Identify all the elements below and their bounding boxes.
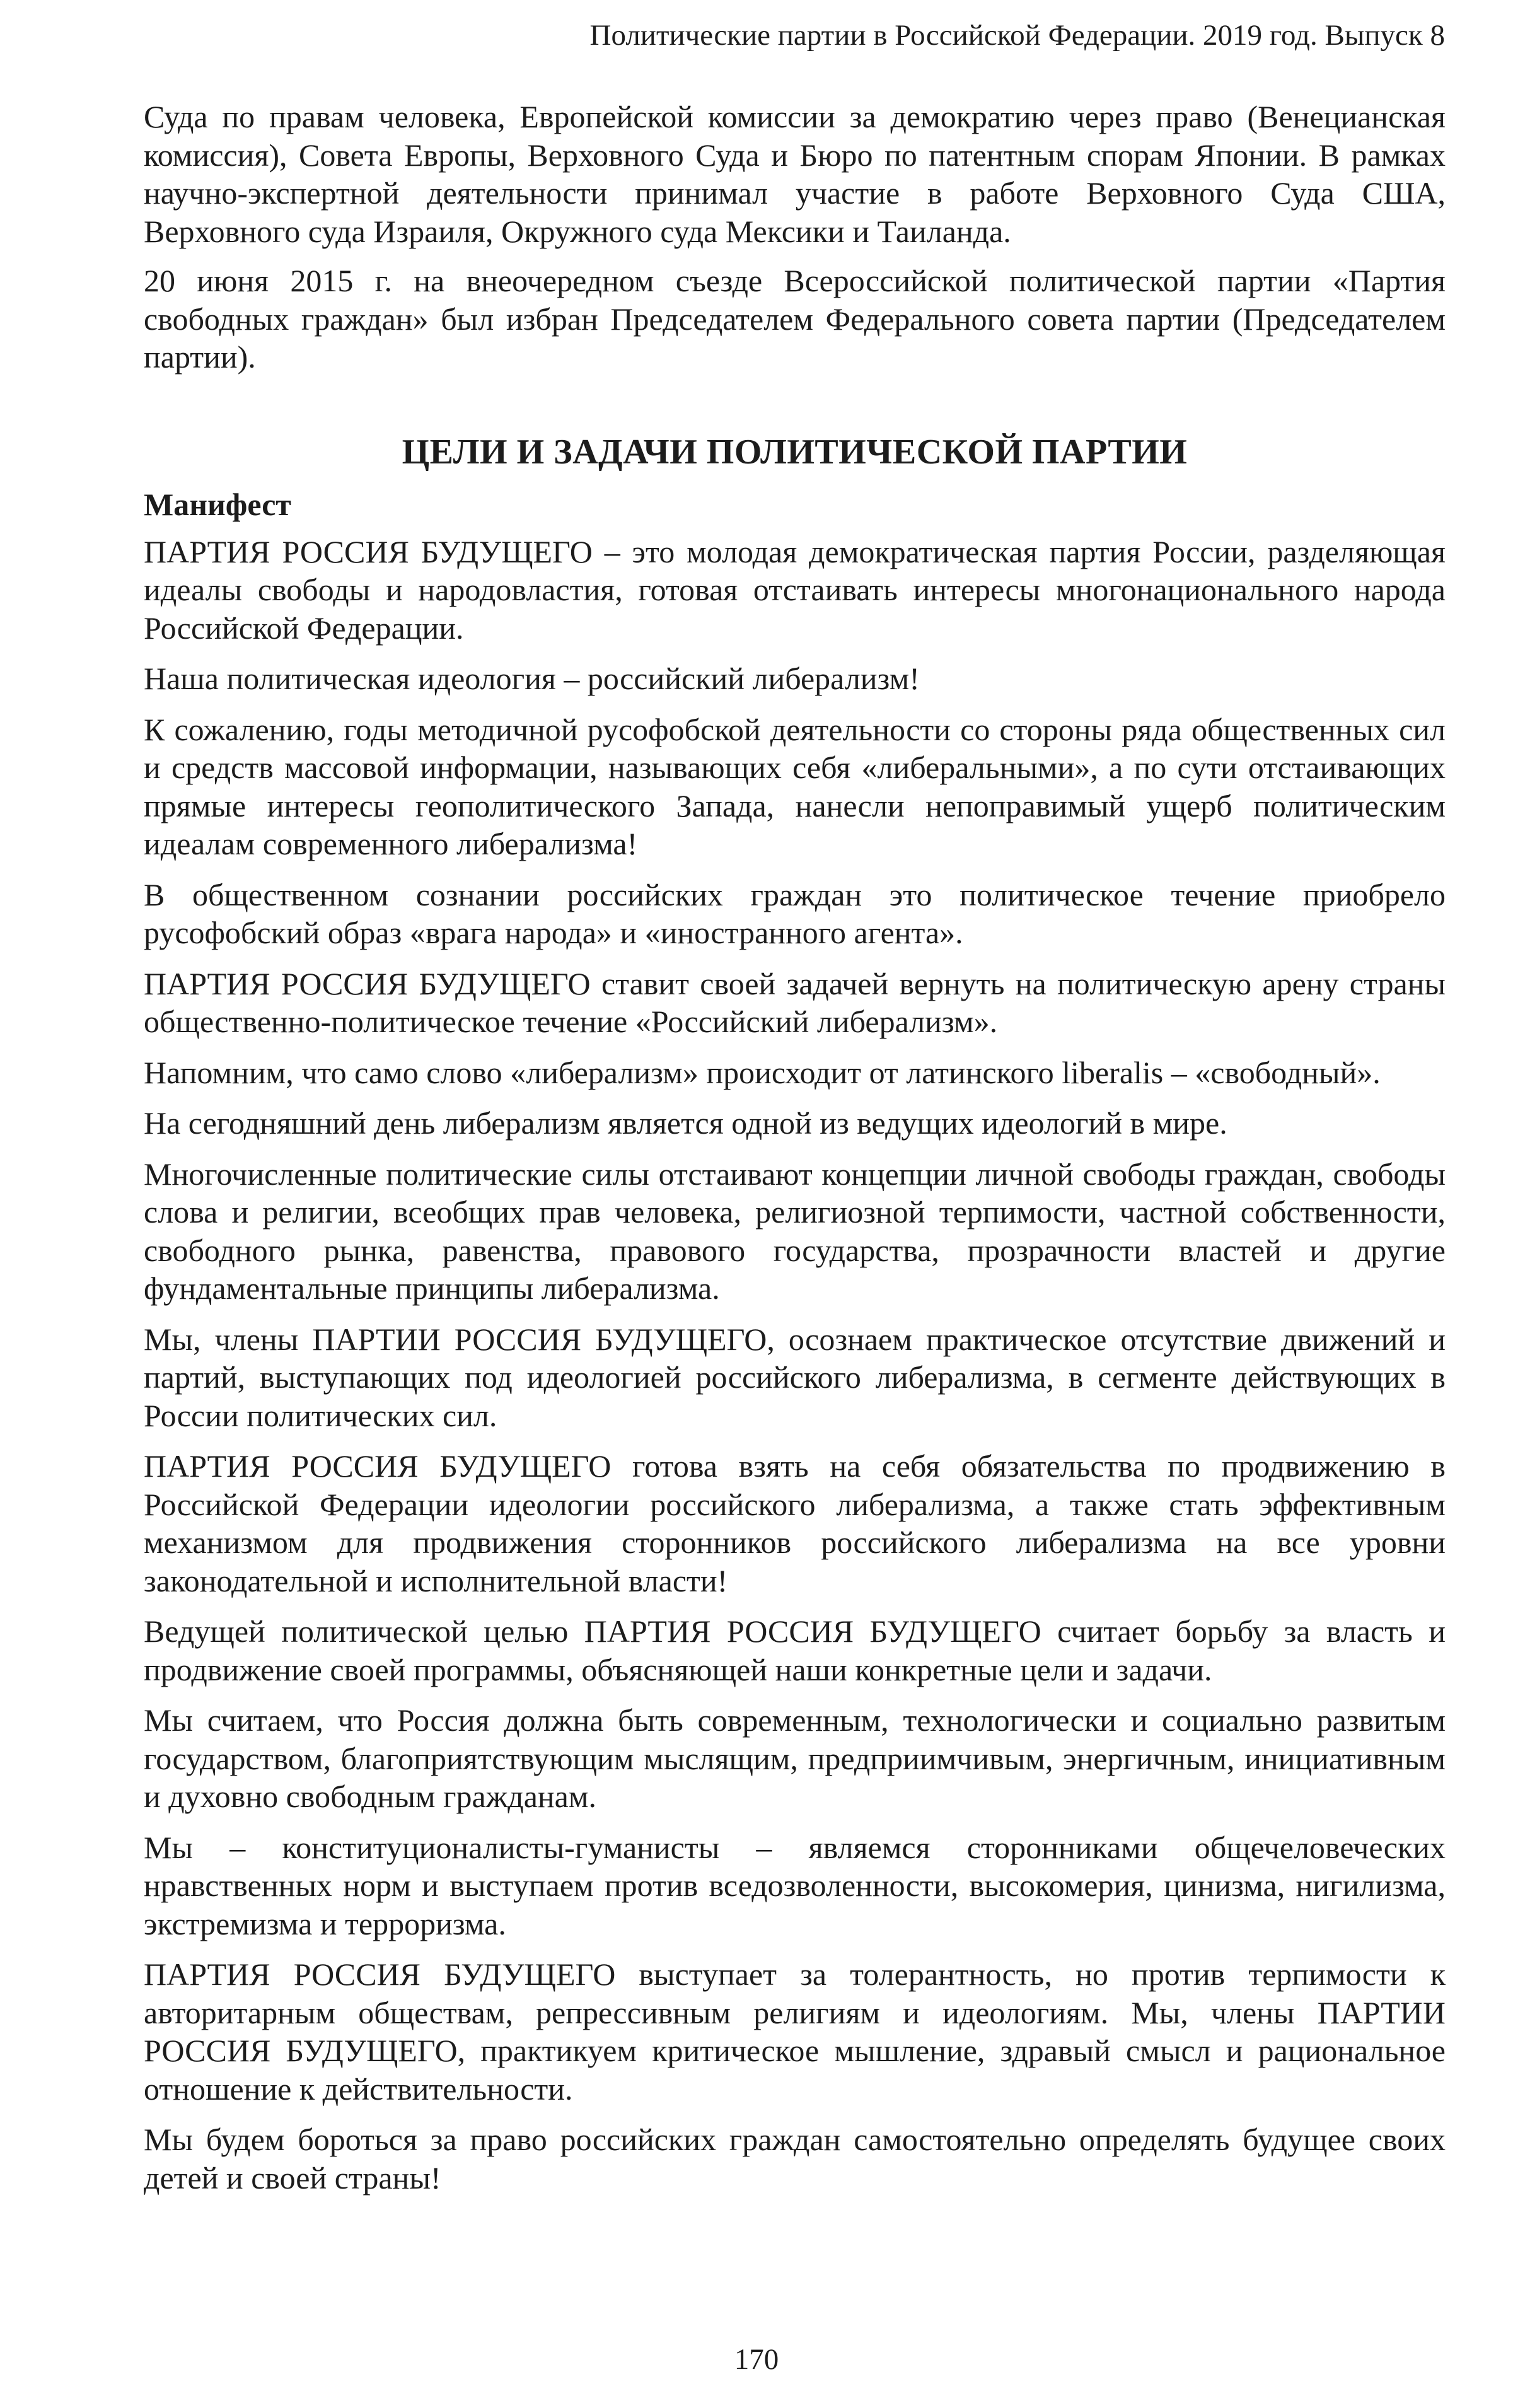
body-paragraph: На сегодняшний день либерализм является одной из ведущих идеологий в мире. [144, 1105, 1227, 1141]
body-paragraph: Напомним, что само слово «либерализм» происходит от латинского liberalis – «свободный». [144, 1054, 1381, 1090]
body-paragraph: Мы будем бороться за право российских граждан самостоятельно определять будущее своих детей и своей страны! [144, 2122, 1446, 2196]
page-number: 170 [734, 2343, 779, 2376]
body-paragraph: В общественном сознании российских граждан это политическое течение приобрело русофобский образ «врага народа» и «иностранного агента». [144, 876, 1446, 950]
body-paragraph: Многочисленные политические силы отстаивают концепции личной свободы граждан, свободы слова и религии, всеобщих прав человека, религиозной терпимости, частной собственности, свободного рынка, равенства, правового государства, прозрачности властей и другие фундаментальные принципы либерализма. [144, 1156, 1446, 1306]
body-paragraph: К сожалению, годы методичной русофобской деятельности со стороны ряда общественных сил и средств массовой информации, называющих себя «либеральными», а по сути отстаивающих прямые интересы геополитического Запада, нанесли непоправимый ущерб политическим идеалам современного либерализма! [144, 711, 1446, 861]
body-paragraph: ПАРТИЯ РОССИЯ БУДУЩЕГО готова взять на себя обязательства по продвижению в Российской Федерации идеологии российского либерализма, а также стать эффективным механизмом для продвижения сторонников российского либерализма на все уровни законодательной и исполнительной власти! [144, 1448, 1446, 1598]
body-paragraph: Мы – конституционалисты-гуманисты – являемся сторонниками общечеловеческих нравственных норм и выступаем против вседозволенности, высокомерия, цинизма, нигилизма, экстремизма и терроризма. [144, 1829, 1446, 1941]
body-paragraph: Наша политическая идеология – российский либерализм! [144, 661, 920, 696]
section-heading: ЦЕЛИ И ЗАДАЧИ ПОЛИТИЧЕСКОЙ ПАРТИИ [402, 432, 1188, 472]
body-paragraph: ПАРТИЯ РОССИЯ БУДУЩЕГО выступает за толерантность, но против терпимости к авторитарным обществам, репрессивным религиям и идеологиям. Мы, члены ПАРТИИ РОССИЯ БУДУЩЕГО, практикуем критическое мышление, здравый смысл и рациональное отношение к действительности. [144, 1957, 1446, 2107]
page-body [144, 98, 1446, 2209]
body-paragraph: ПАРТИЯ РОССИЯ БУДУЩЕГО – это молодая демократическая партия России, разделяющая идеалы свободы и народовластия, готовая отстаивать интересы многонационального народа Российской Федерации. [144, 533, 1446, 646]
intro-paragraph: 20 июня 2015 г. на внеочередном съезде Всероссийской политической партии «Партия свободных граждан» был избран Председателем Федерального совета партии (Председателем партии). [144, 263, 1446, 375]
body-paragraph: Мы считаем, что Россия должна быть современным, технологически и социально развитым государством, благоприятствующим мыслящим, предприимчивым, энергичным, инициативным и духовно свободным гражданам. [144, 1702, 1446, 1814]
subsection-heading: Манифест [144, 486, 291, 522]
body-paragraph: Ведущей политической целью ПАРТИЯ РОССИЯ БУДУЩЕГО считает борьбу за власть и продвижение своей программы, объясняющей наши конкретные цели и задачи. [144, 1614, 1446, 1687]
body-paragraph: ПАРТИЯ РОССИЯ БУДУЩЕГО ставит своей задачей вернуть на политическую арену страны общественно-политическое течение «Российский либерализм». [144, 965, 1446, 1039]
intro-paragraph: Суда по правам человека, Европейской комиссии за демократию через право (Венецианская комиссия), Совета Европы, Верховного Суда и Бюро по патентным спорам Японии. В рамках научно-экспертной деятельности принимал участие в работе Верховного Суда США, Верховного суда Израиля, Окружного суда Мексики и Таиланда. [144, 99, 1446, 249]
body-paragraph: Мы, члены ПАРТИИ РОССИЯ БУДУЩЕГО, осознаем практическое отсутствие движений и партий, выступающих под идеологией российского либерализма, в сегменте действующих в России политических сил. [144, 1321, 1446, 1433]
running-header: Политические партии в Российской Федерации. 2019 год. Выпуск 8 [589, 19, 1445, 52]
